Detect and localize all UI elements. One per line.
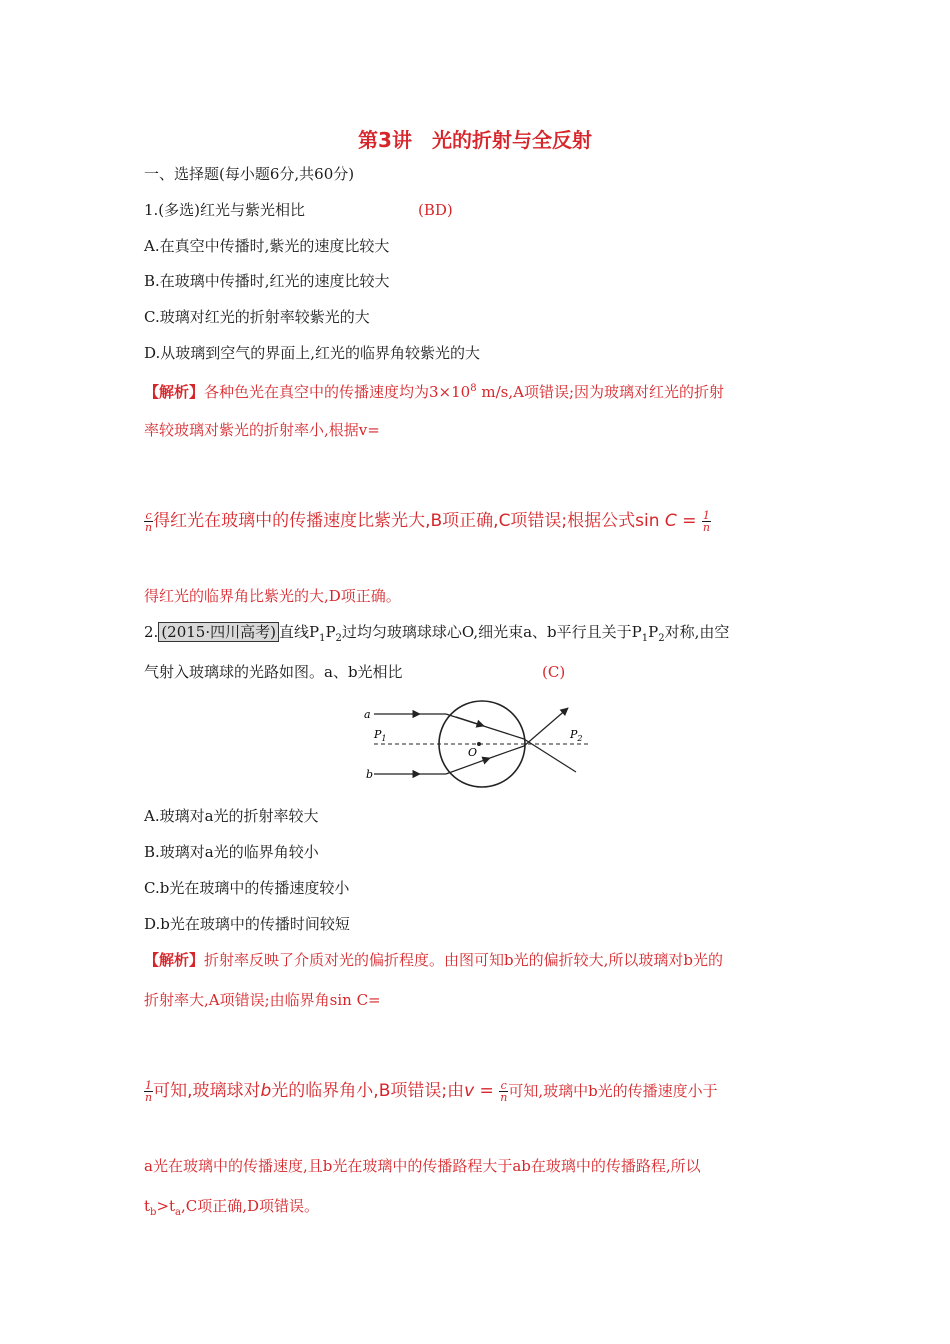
q2-formula-line: $\frac{1}{n}$ 可知,玻璃球对b光的临界角小,B项错误;由v = $\frac{c}{n}$ 可知,玻璃中b光的传播速度小于 xyxy=(145,1078,718,1104)
q2-option-c: C.b光在玻璃中的传播速度较小 xyxy=(144,879,350,897)
ray-b-inside xyxy=(490,746,524,758)
q2-analysis-line1: 【解析】折射率反映了介质对光的偏折程度。由图可知b光的偏折较大,所以玻璃对b光的 xyxy=(144,951,723,969)
light-path-diagram xyxy=(360,694,600,798)
q1-analysis-line1: 【解析】各种色光在真空中的传播速度均为$3\times 10^8$ m/s,A项错误;因为玻璃对红光的折射 xyxy=(144,383,724,401)
q2-analysis-line5: $t_b>t_a,C$项正确,D项错误。 xyxy=(144,1197,320,1218)
source-tag: (2015·四川高考) xyxy=(158,622,279,642)
q2-stem-line1: 2. (2015·四川高考) 直线$P_1P_2$过均匀玻璃球球心O,细光束a、b平行且关于$P_1P_2$对称,由空 xyxy=(144,623,730,644)
q1-stem: 1.(多选)红光与紫光相比 xyxy=(144,201,306,219)
q1-analysis-tag: 【解析】 xyxy=(144,383,205,401)
section-heading: 一、选择题(每小题6分,共60分) xyxy=(144,165,355,183)
fraction-c-over-n: $\frac{c}{n}$ xyxy=(145,508,153,534)
q1-analysis-line2: 率较玻璃对紫光的折射率小,根据v= xyxy=(144,421,380,439)
label-p2: $P_2$ xyxy=(570,728,583,743)
q1-option-d: D.从玻璃到空气的界面上,红光的临界角较紫光的大 xyxy=(144,344,481,362)
fraction-c-over-n: $\frac{c}{n}$ xyxy=(500,1078,508,1104)
q2-analysis-tag: 【解析】 xyxy=(144,951,205,969)
q2-option-d: D.b光在玻璃中的传播时间较短 xyxy=(144,915,350,933)
label-o: O xyxy=(468,746,478,759)
label-b: b xyxy=(366,768,374,781)
center-point xyxy=(477,742,481,746)
page-title: 第3讲 光的折射与全反射 xyxy=(358,128,592,152)
fraction-1-over-n: $\frac{1}{n}$ xyxy=(145,1078,153,1104)
fraction-1-over-n: $\frac{1}{n}$ xyxy=(702,508,710,534)
q1-analysis-line4: 得红光的临界角比紫光的大,D项正确。 xyxy=(144,587,401,605)
label-p1: $P_1$ xyxy=(374,728,387,743)
q1-option-c: C.玻璃对红光的折射率较紫光的大 xyxy=(144,308,370,326)
q1-option-a: A.在真空中传播时,紫光的速度比较大 xyxy=(144,237,390,255)
q2-answer: (C) xyxy=(542,663,566,681)
q2-option-b: B.玻璃对a光的临界角较小 xyxy=(144,843,319,861)
q1-option-b: B.在玻璃中传播时,红光的速度比较大 xyxy=(144,272,390,290)
q2-analysis-line2: 折射率大,A项错误;由临界角sin C= xyxy=(144,991,381,1009)
ray-b-out xyxy=(524,708,568,746)
q2-option-a: A.玻璃对a光的折射率较大 xyxy=(144,807,319,825)
q1-answer: (BD) xyxy=(418,201,453,219)
q2-analysis-line4: a光在玻璃中的传播速度,且b光在玻璃中的传播路程大于ab在玻璃中的传播路程,所以 xyxy=(144,1157,701,1175)
q2-stem-line2: 气射入玻璃球的光路如图。a、b光相比 xyxy=(144,663,403,681)
label-a: a xyxy=(364,708,371,721)
q1-formula-line: $\frac{c}{n}$ 得红光在玻璃中的传播速度比紫光大,B项正确,C项错误;根据公式sin C = $\frac{1}{n}$ xyxy=(145,508,710,534)
